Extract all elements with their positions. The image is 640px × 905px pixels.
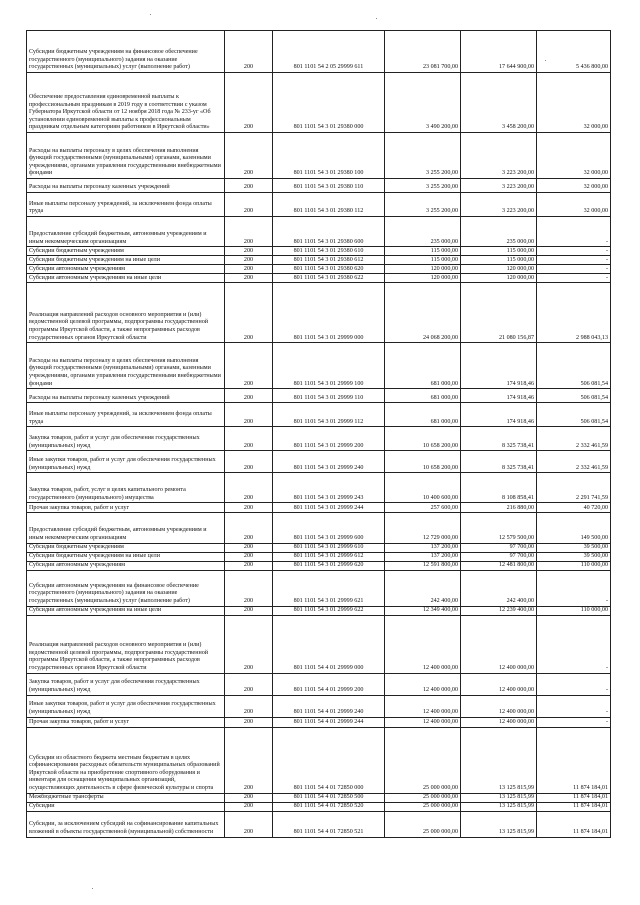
row-executed-amount: 174 918,46 bbox=[461, 389, 537, 403]
row-executed-amount: 3 458 200,00 bbox=[461, 73, 537, 133]
row-name: Субсидии из областного бюджета местным бюджетам в целях софинансирования расходных обязательств муниципальных образований Иркутской области на приобретение спортивного оборудования и инвентаря для оснащения муниципальных организаций, осуществляющих деятельность в сфере физической культуры и спорта bbox=[27, 727, 225, 793]
row-code: 200 bbox=[225, 503, 273, 513]
row-plan-amount: 10 658 200,00 bbox=[385, 427, 461, 451]
row-csr: 801 1101 54 3 01 29999 000 bbox=[273, 283, 385, 343]
row-plan-amount: 25 000 000,00 bbox=[385, 802, 461, 811]
row-executed-amount: 21 080 156,87 bbox=[461, 283, 537, 343]
row-code: 200 bbox=[225, 31, 273, 73]
row-unexecuted-amount: 11 874 184,01 bbox=[537, 793, 611, 802]
row-name: Расходы на выплаты персоналу в целях обеспечения выполнения функций государственными (муниципальными) органами, казенными учреждениями, органами управления государственными внебюджетными фондами bbox=[27, 133, 225, 179]
row-executed-amount: 8 108 858,41 bbox=[461, 473, 537, 503]
row-code: 200 bbox=[225, 256, 273, 265]
row-unexecuted-amount: - bbox=[537, 615, 611, 673]
row-csr: 801 1101 54 3 01 29999 243 bbox=[273, 473, 385, 503]
row-name: Иные выплаты персоналу учреждений, за исключением фонда оплаты труда bbox=[27, 403, 225, 427]
table-row bbox=[27, 793, 611, 802]
row-unexecuted-amount: 32 000,00 bbox=[537, 133, 611, 179]
row-plan-amount: 10 658 200,00 bbox=[385, 451, 461, 473]
row-csr: 801 1101 54 3 01 29999 621 bbox=[273, 570, 385, 606]
row-csr: 801 1101 54 4 01 29999 244 bbox=[273, 717, 385, 727]
table-row bbox=[27, 217, 611, 247]
row-name: Предоставление субсидий бюджетным, автономным учреждениям и иным некоммерческим организациям bbox=[27, 513, 225, 543]
row-csr: 801 1101 54 3 01 29999 244 bbox=[273, 503, 385, 513]
row-name: Межбюджетные трансферты bbox=[27, 793, 225, 802]
row-name: Субсидии бюджетным учреждениям на иные цели bbox=[27, 256, 225, 265]
row-plan-amount: 10 400 600,00 bbox=[385, 473, 461, 503]
table-row bbox=[27, 673, 611, 695]
row-name: Закупка товаров, работ и услуг для обеспечения государственных (муниципальных) нужд bbox=[27, 427, 225, 451]
row-csr: 801 1101 54 4 01 72850 521 bbox=[273, 811, 385, 837]
table-row bbox=[27, 427, 611, 451]
row-unexecuted-amount: 149 500,00 bbox=[537, 513, 611, 543]
row-name: Расходы на выплаты персоналу в целях обеспечения выполнения функций государственными (муниципальными) органами, казенными учреждениями, органами управления государственными внебюджетными фондами bbox=[27, 343, 225, 389]
row-plan-amount: 3 490 200,00 bbox=[385, 73, 461, 133]
row-unexecuted-amount: 506 081,54 bbox=[537, 403, 611, 427]
table-row bbox=[27, 570, 611, 606]
row-code: 200 bbox=[225, 543, 273, 552]
budget-execution-table bbox=[26, 30, 611, 838]
row-plan-amount: 12 400 000,00 bbox=[385, 695, 461, 717]
row-executed-amount: 3 223 200,00 bbox=[461, 193, 537, 217]
row-csr: 801 1101 54 2 05 29999 611 bbox=[273, 31, 385, 73]
row-code: 200 bbox=[225, 193, 273, 217]
row-executed-amount: 235 000,00 bbox=[461, 217, 537, 247]
row-unexecuted-amount: 39 500,00 bbox=[537, 552, 611, 561]
row-name: Предоставление субсидий бюджетным, автономным учреждениям и иным некоммерческим организациям bbox=[27, 217, 225, 247]
row-executed-amount: 12 400 000,00 bbox=[461, 717, 537, 727]
row-executed-amount: 115 000,00 bbox=[461, 247, 537, 256]
row-code: 200 bbox=[225, 217, 273, 247]
row-code: 200 bbox=[225, 473, 273, 503]
table-row bbox=[27, 695, 611, 717]
row-code: 200 bbox=[225, 802, 273, 811]
row-code: 200 bbox=[225, 179, 273, 193]
row-name: Обеспечение предоставления единовременной выплаты к профессиональным праздникам в 2019 году в соответствии с указом Губернатора Иркутской области от 12 ноября 2018 года № 233-уг «Об установлении единовременной выплаты к профессиональным праздникам отдельным категориям работников в Иркутской области» bbox=[27, 73, 225, 133]
row-csr: 801 1101 54 3 01 29380 110 bbox=[273, 179, 385, 193]
row-plan-amount: 3 255 200,00 bbox=[385, 179, 461, 193]
row-code: 200 bbox=[225, 389, 273, 403]
row-executed-amount: 216 880,00 bbox=[461, 503, 537, 513]
row-code: 200 bbox=[225, 274, 273, 283]
row-plan-amount: 3 255 200,00 bbox=[385, 133, 461, 179]
row-name: Закупка товаров, работ и услуг для обеспечения государственных (муниципальных) нужд bbox=[27, 673, 225, 695]
row-plan-amount: 242 400,00 bbox=[385, 570, 461, 606]
table-row bbox=[27, 193, 611, 217]
row-unexecuted-amount: 40 720,00 bbox=[537, 503, 611, 513]
row-csr: 801 1101 54 4 01 29999 240 bbox=[273, 695, 385, 717]
row-unexecuted-amount: 2 332 461,59 bbox=[537, 451, 611, 473]
scan-speck bbox=[150, 14, 151, 15]
table-body bbox=[27, 31, 611, 838]
row-csr: 801 1101 54 3 01 29999 112 bbox=[273, 403, 385, 427]
row-unexecuted-amount: 32 000,00 bbox=[537, 179, 611, 193]
row-code: 200 bbox=[225, 695, 273, 717]
row-plan-amount: 25 000 000,00 bbox=[385, 811, 461, 837]
row-csr: 801 1101 54 3 01 29380 622 bbox=[273, 274, 385, 283]
row-name: Расходы на выплаты персоналу казенных учреждений bbox=[27, 389, 225, 403]
row-executed-amount: 115 000,00 bbox=[461, 256, 537, 265]
table-row bbox=[27, 73, 611, 133]
table-row bbox=[27, 473, 611, 503]
row-csr: 801 1101 54 3 01 29380 600 bbox=[273, 217, 385, 247]
row-code: 200 bbox=[225, 717, 273, 727]
row-plan-amount: 23 081 700,00 bbox=[385, 31, 461, 73]
table-row bbox=[27, 513, 611, 543]
row-unexecuted-amount: - bbox=[537, 265, 611, 274]
row-name: Субсидии автономным учреждениям bbox=[27, 561, 225, 570]
row-csr: 801 1101 54 3 01 29999 622 bbox=[273, 606, 385, 615]
table-row bbox=[27, 606, 611, 615]
row-unexecuted-amount: 110 000,00 bbox=[537, 561, 611, 570]
table-row bbox=[27, 389, 611, 403]
row-executed-amount: 97 700,00 bbox=[461, 543, 537, 552]
table-row bbox=[27, 31, 611, 73]
row-unexecuted-amount: - bbox=[537, 217, 611, 247]
row-plan-amount: 137 200,00 bbox=[385, 552, 461, 561]
row-plan-amount: 115 000,00 bbox=[385, 256, 461, 265]
row-unexecuted-amount: - bbox=[537, 673, 611, 695]
row-csr: 801 1101 54 3 01 29380 000 bbox=[273, 73, 385, 133]
table-row bbox=[27, 403, 611, 427]
table-row bbox=[27, 543, 611, 552]
row-code: 200 bbox=[225, 793, 273, 802]
row-name: Субсидии автономным учреждениям на финансовое обеспечение государственного (муниципального) задания на оказание государственных (муниципальных) услуг (выполнение работ) bbox=[27, 570, 225, 606]
row-executed-amount: 13 125 815,99 bbox=[461, 802, 537, 811]
row-unexecuted-amount: 11 874 184,01 bbox=[537, 802, 611, 811]
row-plan-amount: 12 349 400,00 bbox=[385, 606, 461, 615]
row-executed-amount: 120 000,00 bbox=[461, 265, 537, 274]
row-executed-amount: 12 400 000,00 bbox=[461, 615, 537, 673]
row-code: 200 bbox=[225, 283, 273, 343]
row-name: Субсидии bbox=[27, 802, 225, 811]
table-row bbox=[27, 503, 611, 513]
row-csr: 801 1101 54 3 01 29380 112 bbox=[273, 193, 385, 217]
row-unexecuted-amount: 39 500,00 bbox=[537, 543, 611, 552]
row-csr: 801 1101 54 4 01 72850 520 bbox=[273, 802, 385, 811]
row-plan-amount: 12 400 000,00 bbox=[385, 673, 461, 695]
row-unexecuted-amount: - bbox=[537, 274, 611, 283]
table-row bbox=[27, 247, 611, 256]
row-plan-amount: 24 068 200,00 bbox=[385, 283, 461, 343]
row-name: Субсидии бюджетным учреждениям на иные цели bbox=[27, 552, 225, 561]
row-unexecuted-amount: 2 332 461,59 bbox=[537, 427, 611, 451]
row-name: Субсидии, за исключением субсидий на софинансирование капитальных вложений в объекты государственной (муниципальной) собственности bbox=[27, 811, 225, 837]
row-csr: 801 1101 54 3 01 29380 620 bbox=[273, 265, 385, 274]
row-plan-amount: 115 000,00 bbox=[385, 247, 461, 256]
row-code: 200 bbox=[225, 606, 273, 615]
row-csr: 801 1101 54 3 01 29380 612 bbox=[273, 256, 385, 265]
row-name: Реализация направлений расходов основного мероприятия и (или) ведомственной целевой программы, подпрограммы государственной программы Иркутской области, а также непрограммных расходов государственных органов Иркутской области bbox=[27, 615, 225, 673]
row-plan-amount: 25 000 000,00 bbox=[385, 727, 461, 793]
row-plan-amount: 12 729 000,00 bbox=[385, 513, 461, 543]
row-code: 200 bbox=[225, 673, 273, 695]
row-name: Субсидии бюджетным учреждениям bbox=[27, 543, 225, 552]
row-unexecuted-amount: 110 000,00 bbox=[537, 606, 611, 615]
row-code: 200 bbox=[225, 513, 273, 543]
row-code: 200 bbox=[225, 343, 273, 389]
row-executed-amount: 12 481 800,00 bbox=[461, 561, 537, 570]
row-name: Иные закупки товаров, работ и услуг для обеспечения государственных (муниципальных) нужд bbox=[27, 451, 225, 473]
row-executed-amount: 8 325 738,41 bbox=[461, 427, 537, 451]
row-csr: 801 1101 54 3 01 29999 200 bbox=[273, 427, 385, 451]
table-row bbox=[27, 283, 611, 343]
row-unexecuted-amount: - bbox=[537, 247, 611, 256]
row-executed-amount: 12 239 400,00 bbox=[461, 606, 537, 615]
row-executed-amount: 12 579 500,00 bbox=[461, 513, 537, 543]
row-csr: 801 1101 54 3 01 29999 620 bbox=[273, 561, 385, 570]
table-row bbox=[27, 343, 611, 389]
row-name: Иные закупки товаров, работ и услуг для обеспечения государственных (муниципальных) нужд bbox=[27, 695, 225, 717]
row-plan-amount: 120 000,00 bbox=[385, 265, 461, 274]
table-row bbox=[27, 552, 611, 561]
row-unexecuted-amount: 2 291 741,59 bbox=[537, 473, 611, 503]
row-plan-amount: 25 000 000,00 bbox=[385, 793, 461, 802]
scan-speck bbox=[92, 888, 93, 889]
row-executed-amount: 17 644 900,00 bbox=[461, 31, 537, 73]
row-unexecuted-amount: - bbox=[537, 695, 611, 717]
scan-speck bbox=[545, 60, 546, 61]
row-plan-amount: 3 255 200,00 bbox=[385, 193, 461, 217]
row-code: 200 bbox=[225, 615, 273, 673]
table-row bbox=[27, 717, 611, 727]
row-csr: 801 1101 54 3 01 29999 100 bbox=[273, 343, 385, 389]
row-code: 200 bbox=[225, 552, 273, 561]
row-code: 200 bbox=[225, 727, 273, 793]
row-name: Субсидии бюджетным учреждениям bbox=[27, 247, 225, 256]
table-row bbox=[27, 451, 611, 473]
row-csr: 801 1101 54 3 01 29999 610 bbox=[273, 543, 385, 552]
row-plan-amount: 257 600,00 bbox=[385, 503, 461, 513]
row-unexecuted-amount: - bbox=[537, 256, 611, 265]
row-code: 200 bbox=[225, 427, 273, 451]
row-name: Расходы на выплаты персоналу казенных учреждений bbox=[27, 179, 225, 193]
table-row bbox=[27, 274, 611, 283]
row-unexecuted-amount: 11 874 184,01 bbox=[537, 727, 611, 793]
row-unexecuted-amount: 506 081,54 bbox=[537, 389, 611, 403]
row-plan-amount: 235 000,00 bbox=[385, 217, 461, 247]
row-csr: 801 1101 54 3 01 29999 240 bbox=[273, 451, 385, 473]
row-csr: 801 1101 54 3 01 29380 610 bbox=[273, 247, 385, 256]
row-executed-amount: 3 223 200,00 bbox=[461, 133, 537, 179]
row-code: 200 bbox=[225, 133, 273, 179]
row-executed-amount: 8 325 738,41 bbox=[461, 451, 537, 473]
row-code: 200 bbox=[225, 403, 273, 427]
row-csr: 801 1101 54 3 01 29380 100 bbox=[273, 133, 385, 179]
row-plan-amount: 12 400 000,00 bbox=[385, 717, 461, 727]
table-row bbox=[27, 133, 611, 179]
row-executed-amount: 174 918,46 bbox=[461, 403, 537, 427]
row-executed-amount: 3 223 200,00 bbox=[461, 179, 537, 193]
row-unexecuted-amount: 2 988 043,13 bbox=[537, 283, 611, 343]
row-name: Прочая закупка товаров, работ и услуг bbox=[27, 717, 225, 727]
table-row bbox=[27, 179, 611, 193]
row-unexecuted-amount: 32 000,00 bbox=[537, 73, 611, 133]
row-plan-amount: 12 400 000,00 bbox=[385, 615, 461, 673]
row-code: 200 bbox=[225, 451, 273, 473]
row-executed-amount: 13 125 815,99 bbox=[461, 727, 537, 793]
row-name: Закупка товаров, работ, услуг в целях капитального ремонта государственного (муниципального) имущества bbox=[27, 473, 225, 503]
row-name: Иные выплаты персоналу учреждений, за исключением фонда оплаты труда bbox=[27, 193, 225, 217]
row-executed-amount: 97 700,00 bbox=[461, 552, 537, 561]
row-code: 200 bbox=[225, 73, 273, 133]
table-row bbox=[27, 615, 611, 673]
row-executed-amount: 13 125 815,99 bbox=[461, 793, 537, 802]
row-unexecuted-amount: 11 874 184,01 bbox=[537, 811, 611, 837]
row-plan-amount: 681 000,00 bbox=[385, 403, 461, 427]
row-code: 200 bbox=[225, 811, 273, 837]
row-name: Субсидии автономным учреждениям на иные цели bbox=[27, 606, 225, 615]
row-name: Реализация направлений расходов основного мероприятия и (или) ведомственной целевой программы, подпрограммы государственной программы Иркутской области, а также непрограммных расходов государственных органов Иркутской области bbox=[27, 283, 225, 343]
row-plan-amount: 137 200,00 bbox=[385, 543, 461, 552]
table-row bbox=[27, 811, 611, 837]
row-unexecuted-amount: - bbox=[537, 717, 611, 727]
row-csr: 801 1101 54 4 01 29999 000 bbox=[273, 615, 385, 673]
row-executed-amount: 120 000,00 bbox=[461, 274, 537, 283]
row-unexecuted-amount: 32 000,00 bbox=[537, 193, 611, 217]
row-plan-amount: 681 000,00 bbox=[385, 389, 461, 403]
row-executed-amount: 12 400 000,00 bbox=[461, 673, 537, 695]
row-name: Субсидии автономным учреждениям на иные цели bbox=[27, 274, 225, 283]
table-row bbox=[27, 802, 611, 811]
row-name: Прочая закупка товаров, работ и услуг bbox=[27, 503, 225, 513]
scan-speck bbox=[376, 18, 377, 19]
row-name: Субсидии автономным учреждениям bbox=[27, 265, 225, 274]
table-row bbox=[27, 727, 611, 793]
row-unexecuted-amount: 5 436 800,00 bbox=[537, 31, 611, 73]
row-executed-amount: 174 918,46 bbox=[461, 343, 537, 389]
row-csr: 801 1101 54 3 01 29999 110 bbox=[273, 389, 385, 403]
row-name: Субсидии бюджетным учреждениям на финансовое обеспечение государственного (муниципального) задания на оказание государственных (муниципальных) услуг (выполнение работ) bbox=[27, 31, 225, 73]
row-code: 200 bbox=[225, 265, 273, 274]
row-unexecuted-amount: - bbox=[537, 570, 611, 606]
row-unexecuted-amount: 506 081,54 bbox=[537, 343, 611, 389]
row-code: 200 bbox=[225, 570, 273, 606]
table-row bbox=[27, 561, 611, 570]
row-executed-amount: 242 400,00 bbox=[461, 570, 537, 606]
table-row bbox=[27, 256, 611, 265]
row-csr: 801 1101 54 3 01 29999 600 bbox=[273, 513, 385, 543]
row-plan-amount: 12 591 800,00 bbox=[385, 561, 461, 570]
row-plan-amount: 681 000,00 bbox=[385, 343, 461, 389]
row-csr: 801 1101 54 4 01 29999 200 bbox=[273, 673, 385, 695]
row-csr: 801 1101 54 3 01 29999 612 bbox=[273, 552, 385, 561]
table-row bbox=[27, 265, 611, 274]
row-plan-amount: 120 000,00 bbox=[385, 274, 461, 283]
row-csr: 801 1101 54 4 01 72850 000 bbox=[273, 727, 385, 793]
row-executed-amount: 12 400 000,00 bbox=[461, 695, 537, 717]
row-code: 200 bbox=[225, 561, 273, 570]
row-csr: 801 1101 54 4 01 72850 500 bbox=[273, 793, 385, 802]
row-code: 200 bbox=[225, 247, 273, 256]
row-executed-amount: 13 125 815,99 bbox=[461, 811, 537, 837]
